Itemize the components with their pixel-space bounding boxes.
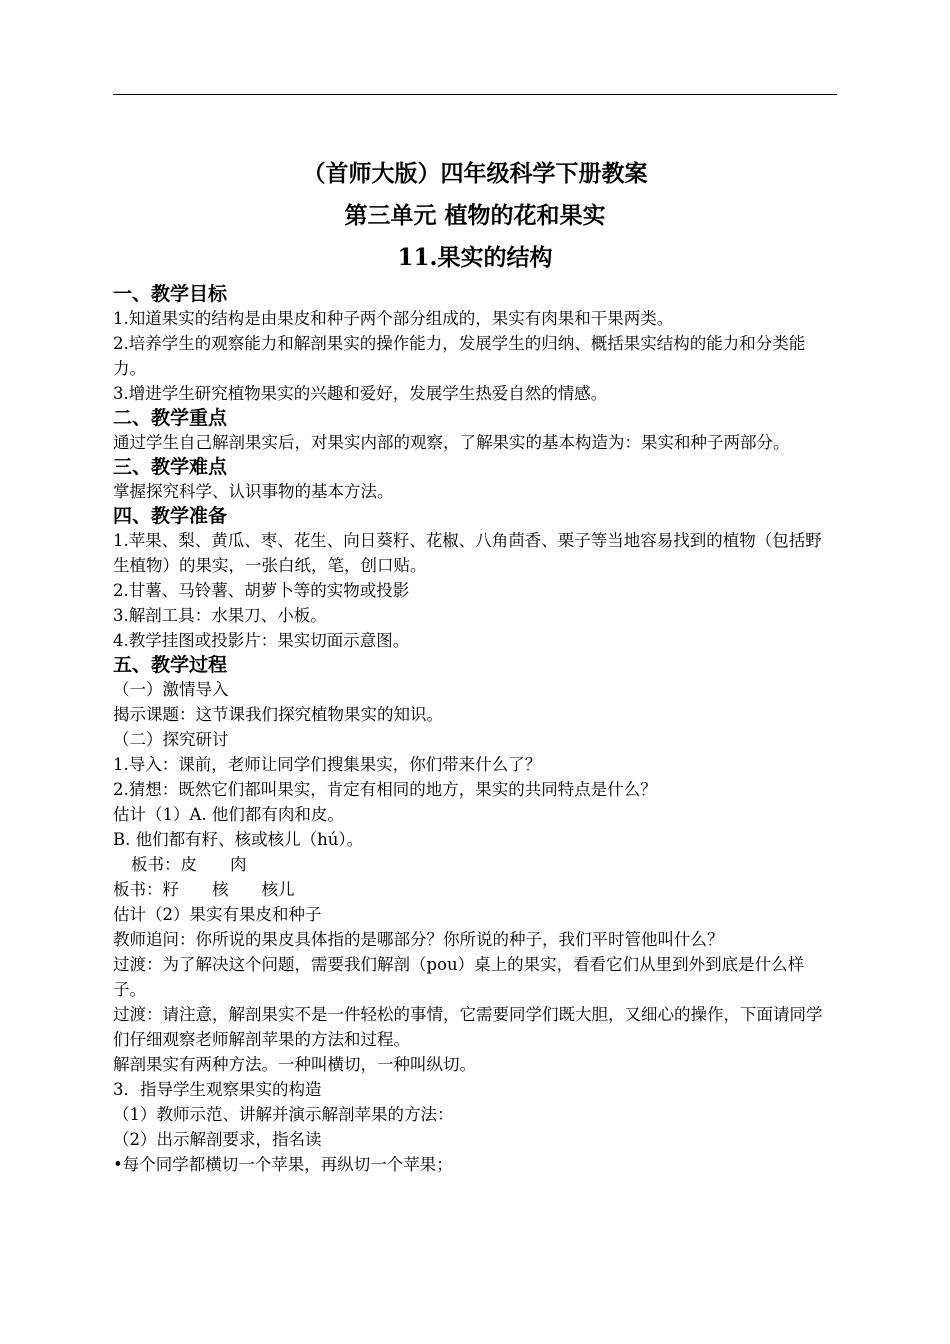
- process-line: 过渡：为了解决这个问题，需要我们解剖（pou）桌上的果实，看看它们从里到外到底是什么样子。: [113, 955, 805, 999]
- process-line: 板书：皮 肉: [131, 855, 247, 874]
- document-body: [113, 150, 837, 1177]
- process-line: 1.导入：课前，老师让同学们搜集果实，你们带来什么了？: [113, 755, 542, 774]
- preparation-item: 3.解剖工具：水果刀、小板。: [113, 606, 327, 625]
- preparation-item: 1.苹果、梨、黄瓜、枣、花生、向日葵籽、花椒、八角茴香、栗子等当地容易找到的植物（包括野生植物）的果实，一张白纸，笔，创口贴。: [113, 531, 822, 575]
- process-line: 估计（1）A. 他们都有肉和皮。: [113, 805, 344, 824]
- preparation-item: 4.教学挂图或投影片：果实切面示意图。: [113, 631, 410, 650]
- process-line: （2）出示解剖要求，指名读: [113, 1130, 322, 1149]
- section-heading-key-points: 二、教学重点: [113, 407, 228, 429]
- process-line: 估计（2）果实有果皮和种子: [113, 905, 322, 924]
- goal-item: 1.知道果实的结构是由果皮和种子两个部分组成的，果实有肉果和干果两类。: [113, 309, 674, 328]
- process-line: 过渡：请注意，解剖果实不是一件轻松的事情，它需要同学们既大胆，又细心的操作，下面请同学们仔细观察老师解剖苹果的方法和过程。: [113, 1005, 823, 1049]
- section-heading-difficulties: 三、教学难点: [113, 456, 228, 478]
- process-line: 揭示课题：这节课我们探究植物果实的知识。: [113, 705, 443, 724]
- process-line: B. 他们都有籽、核或核儿（hú）。: [113, 830, 364, 849]
- goal-item: 2.培养学生的观察能力和解剖果实的操作能力，发展学生的归纳、概括果实结构的能力和分类能力。: [113, 334, 806, 378]
- goal-item: 3.增进学生研究植物果实的兴趣和爱好，发展学生热爱自然的情感。: [113, 384, 608, 403]
- process-line: 解剖果实有两种方法。一种叫横切，一种叫纵切。: [113, 1055, 476, 1074]
- process-line: （二）探究研讨: [113, 730, 229, 749]
- header-rule: [113, 94, 837, 95]
- preparation-item: 2.甘薯、马铃薯、胡萝卜等的实物或投影: [113, 581, 410, 600]
- unit-title: 第三单元 植物的花和果实: [344, 202, 606, 229]
- key-points-text: 通过学生自己解剖果实后，对果实内部的观察，了解果实的基本构造为：果实和种子两部分。: [113, 433, 790, 452]
- process-line: 3．指导学生观察果实的构造: [113, 1080, 322, 1099]
- process-line: （一）激情导入: [113, 680, 229, 699]
- process-line: 板书：籽 核 核儿: [113, 880, 295, 899]
- section-heading-preparation: 四、教学准备: [113, 505, 228, 527]
- process-line: （1）教师示范、讲解并演示解剖苹果的方法：: [113, 1105, 454, 1124]
- lesson-title: 11.果实的结构: [397, 244, 553, 271]
- difficulties-text: 掌握探究科学、认识事物的基本方法。: [113, 482, 394, 501]
- document-title: （首师大版）四年级科学下册教案: [302, 160, 648, 187]
- process-line: •每个同学都横切一个苹果，再纵切一个苹果；: [113, 1155, 453, 1174]
- process-line: 教师追问：你所说的果皮具体指的是哪部分？你所说的种子，我们平时管他叫什么？: [113, 930, 724, 949]
- process-line: 2.猜想：既然它们都叫果实，肯定有相同的地方，果实的共同特点是什么？: [113, 780, 657, 799]
- section-heading-goals: 一、教学目标: [113, 283, 228, 305]
- section-heading-process: 五、教学过程: [113, 654, 228, 676]
